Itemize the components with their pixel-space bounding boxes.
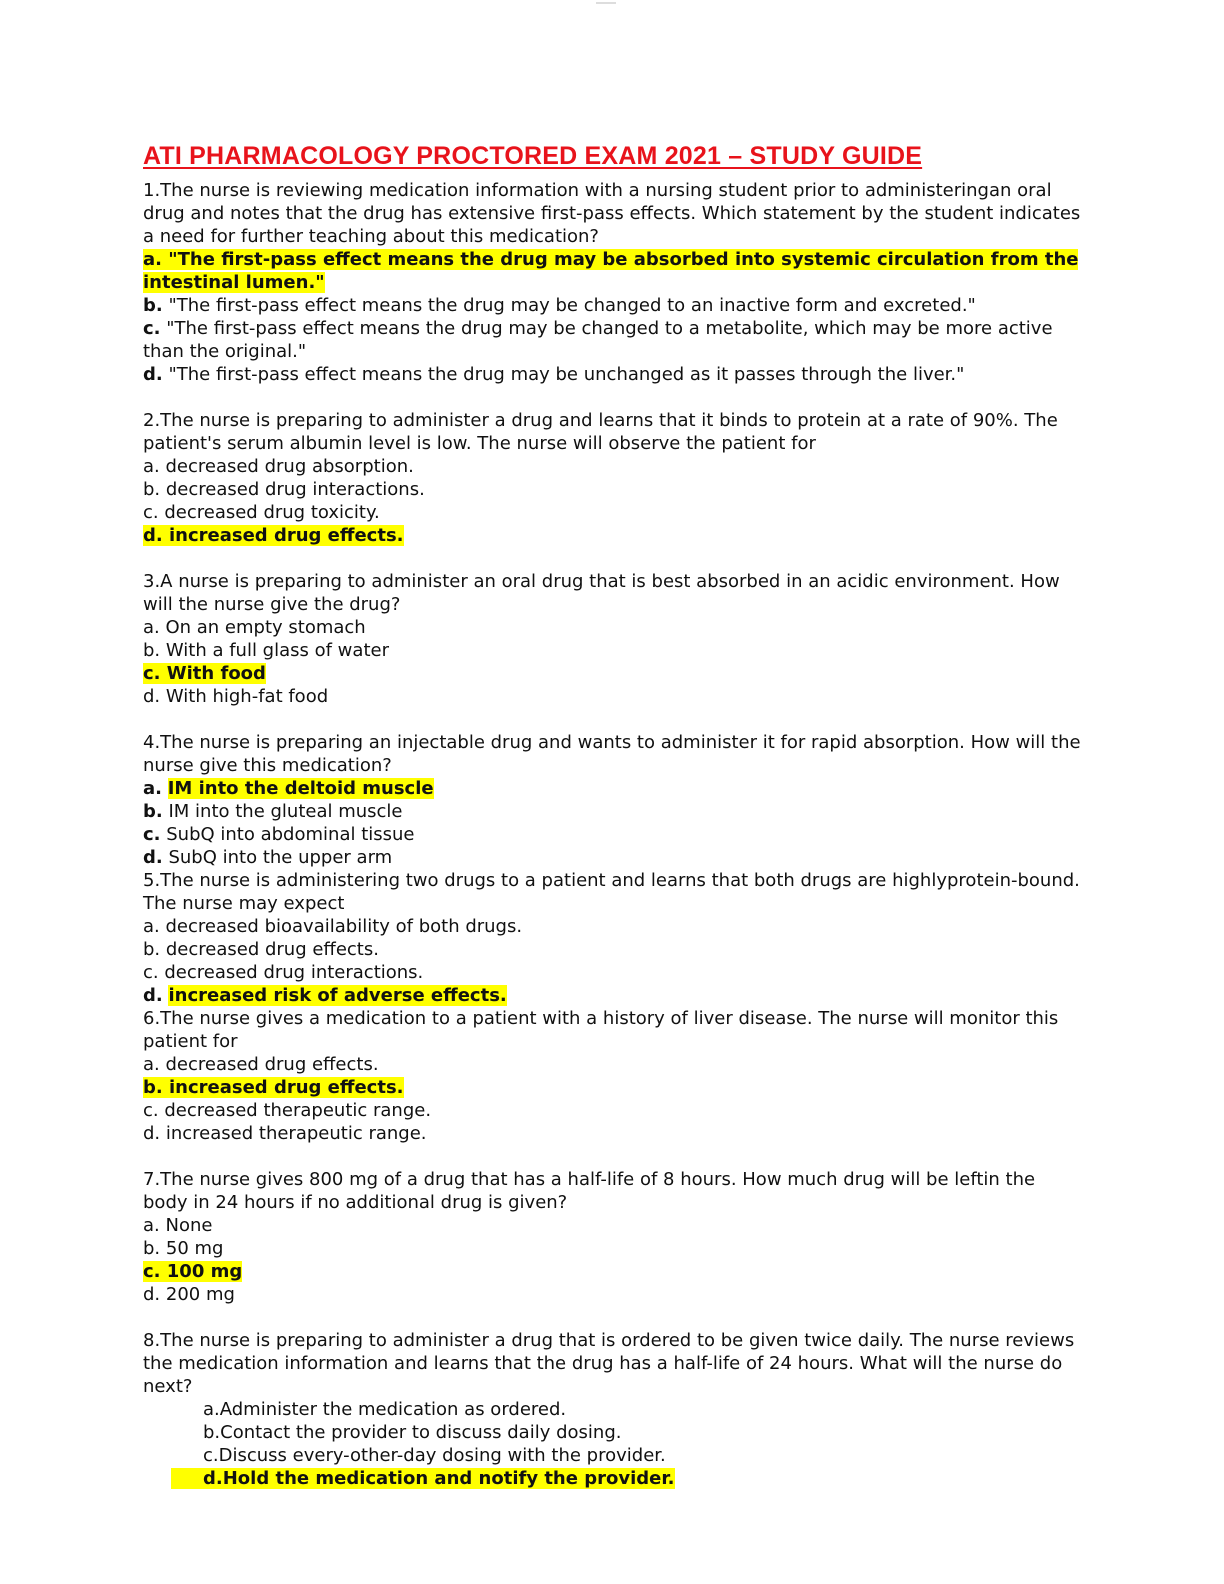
question-stem: 7.The nurse gives 800 mg of a drug that has a half-life of 8 hours. How much drug will be leftin the body in 24 hours if no additional drug is given?	[143, 1169, 1036, 1213]
answer-option-d: d. SubQ into the upper arm	[143, 847, 393, 868]
answer-option-a: a. "The first-pass effect means the drug may be absorbed into systemic circulation from the intestinal lumen."	[143, 249, 1079, 293]
answer-option-a: a. On an empty stomach	[143, 617, 366, 638]
header-mark	[596, 2, 616, 4]
answer-option-d: d. increased therapeutic range.	[143, 1123, 427, 1144]
question-8	[143, 1329, 1083, 1490]
answer-option-d: d. increased risk of adverse effects.	[143, 985, 507, 1006]
question-stem: 8.The nurse is preparing to administer a drug that is ordered to be given twice daily. The nurse reviews the medication information and learns that the drug has a half-life of 24 hours. What will the nurse do next?	[143, 1330, 1075, 1397]
answer-option-c: c. 100 mg	[143, 1261, 243, 1282]
answer-option-b: b. IM into the gluteal muscle	[143, 801, 403, 822]
answer-option-c: c. With food	[143, 663, 266, 684]
answer-option-b: b. increased drug effects.	[143, 1077, 404, 1098]
question-7	[143, 1168, 1083, 1306]
question-stem: 1.The nurse is reviewing medication information with a nursing student prior to administeringan oral drug and notes that the drug has extensive first-pass effects. Which statement by the student indicates a need for further teaching about this medication?	[143, 180, 1081, 247]
answer-option-d: d. 200 mg	[143, 1284, 235, 1305]
answer-option-b: b. decreased drug interactions.	[143, 479, 425, 500]
question-stem: 6.The nurse gives a medication to a patient with a history of liver disease. The nurse will monitor this patient for	[143, 1008, 1059, 1052]
answer-option-d: d.Hold the medication and notify the provider.	[143, 1467, 1083, 1490]
answer-option-a: a. decreased bioavailability of both drugs.	[143, 916, 523, 937]
answer-option-c: c. decreased drug interactions.	[143, 962, 424, 983]
answer-option-a: a. decreased drug absorption.	[143, 456, 414, 477]
answer-option-c: c.Discuss every-other-day dosing with the provider.	[203, 1445, 666, 1466]
answer-option-c: c. decreased drug toxicity.	[143, 502, 380, 523]
answer-option-d: d. "The first-pass effect means the drug may be unchanged as it passes through the liver."	[143, 364, 965, 385]
answer-option-b: b. With a full glass of water	[143, 640, 389, 661]
answer-option-b: b.Contact the provider to discuss daily dosing.	[203, 1422, 622, 1443]
answer-option-c: c. SubQ into abdominal tissue	[143, 824, 415, 845]
question-3	[143, 570, 1083, 708]
question-stem: 3.A nurse is preparing to administer an oral drug that is best absorbed in an acidic environment. How will the nurse give the drug?	[143, 571, 1060, 615]
answer-option-d: d. increased drug effects.	[143, 525, 404, 546]
answer-option-b: b. "The first-pass effect means the drug may be changed to an inactive form and excreted."	[143, 295, 976, 316]
answer-option-c: c. decreased therapeutic range.	[143, 1100, 432, 1121]
question-2	[143, 409, 1083, 547]
answer-option-a: a. None	[143, 1215, 213, 1236]
question-4	[143, 731, 1083, 869]
question-stem: 5.The nurse is administering two drugs to a patient and learns that both drugs are highlyprotein-bound. The nurse may expect	[143, 870, 1080, 914]
answer-option-a: a. decreased drug effects.	[143, 1054, 379, 1075]
question-6	[143, 1007, 1083, 1145]
answer-option-d: d. With high-fat food	[143, 686, 329, 707]
question-1	[143, 179, 1083, 386]
question-stem: 4.The nurse is preparing an injectable drug and wants to administer it for rapid absorption. How will the nurse give this medication?	[143, 732, 1081, 776]
answer-option-b: b. 50 mg	[143, 1238, 224, 1259]
page-title: ATI PHARMACOLOGY PROCTORED EXAM 2021 – STUDY GUIDE	[143, 142, 923, 170]
study-guide-page	[143, 142, 1083, 1490]
answer-option-a: a. IM into the deltoid muscle	[143, 778, 434, 799]
answer-option-c: c. "The first-pass effect means the drug may be changed to a metabolite, which may be more active than the original."	[143, 318, 1053, 362]
answer-option-a: a.Administer the medication as ordered.	[203, 1399, 567, 1420]
question-stem: 2.The nurse is preparing to administer a drug and learns that it binds to protein at a rate of 90%. The patient's serum albumin level is low. The nurse will observe the patient for	[143, 410, 1058, 454]
answer-option-b: b. decreased drug effects.	[143, 939, 379, 960]
question-5	[143, 869, 1083, 1007]
